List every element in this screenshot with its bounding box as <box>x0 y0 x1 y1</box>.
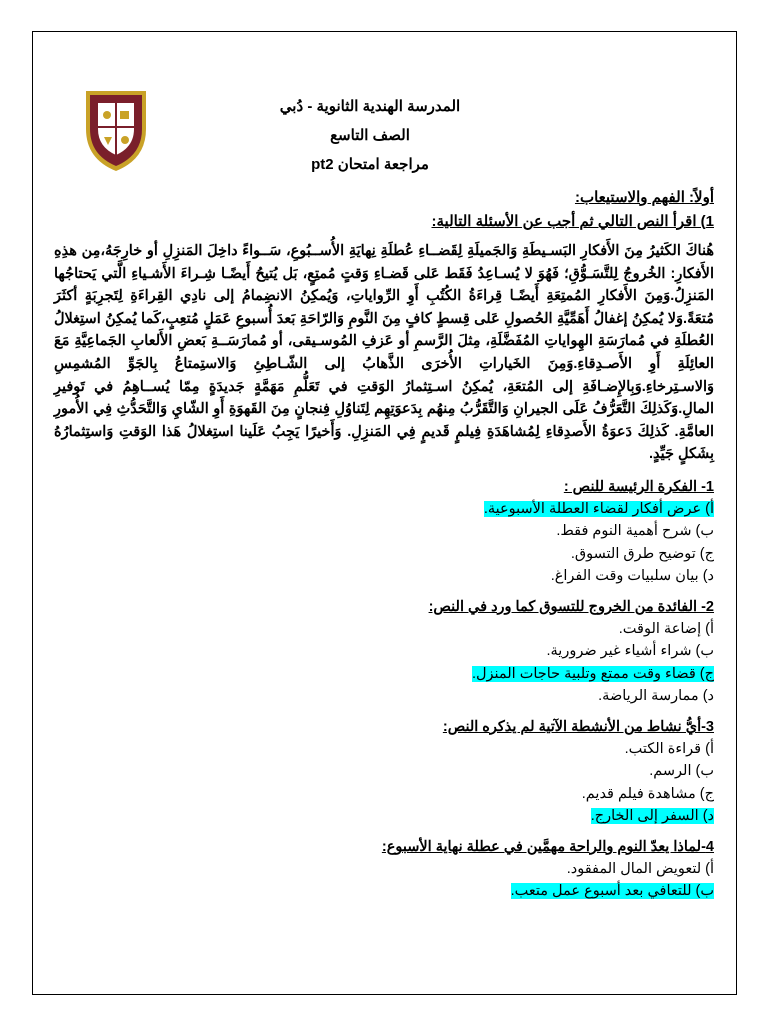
school-crest-logo <box>76 85 156 175</box>
answer-text: أ) قراءة الكتب. <box>624 740 714 757</box>
exam-title: مراجعة امتحان pt2 <box>311 156 429 173</box>
answer-option <box>54 805 714 828</box>
answer-option <box>54 738 714 761</box>
answer-option <box>54 498 714 521</box>
highlighted-answer-text: ب) للتعافي بعد أسبوع عمل متعب. <box>510 883 714 900</box>
answer-option <box>54 880 714 903</box>
highlighted-answer-text: أ) عرض أفكار لقضاء العطلة الأسبوعية. <box>483 500 714 517</box>
document-body <box>54 186 714 903</box>
grade-title: الصف التاسع <box>330 127 410 144</box>
answer-text: ج) توضيح طرق التسوق. <box>570 545 714 562</box>
questions-list <box>54 476 714 903</box>
answer-text: ج) مشاهدة فيلم قديم. <box>581 785 714 802</box>
question-block <box>54 836 714 903</box>
answer-text: ب) شراء أشياء غير ضرورية. <box>546 643 714 660</box>
reading-instruction: 1) اقرأ النص التالي ثم أجب عن الأسئلة التالية: <box>431 213 714 230</box>
question-title: 2- الفائدة من الخروج للتسوق كما ورد في النص: <box>428 598 714 615</box>
answer-text: أ) إضاعة الوقت. <box>618 620 714 637</box>
answer-option <box>54 858 714 881</box>
question-title: 3-أيُّ نشاط من الأنشطة الآتية لم يذكره النص: <box>442 718 714 735</box>
answer-text: ب) شرح أهمية النوم فقط. <box>556 523 714 540</box>
answer-option <box>54 543 714 566</box>
answer-option <box>54 565 714 588</box>
answer-text: ب) الرسم. <box>649 763 714 780</box>
answer-text: أ) لتعويض المال المفقود. <box>566 860 714 877</box>
highlighted-answer-text: د) السفر إلى الخارج. <box>590 808 714 825</box>
question-title: 4-لماذا يعدّ النوم والراحة مهمَّين في عطلة نهاية الأسبوع: <box>381 838 714 855</box>
answer-option <box>54 783 714 806</box>
answer-option <box>54 640 714 663</box>
question-block <box>54 716 714 828</box>
document-header <box>190 92 550 179</box>
question-title: 1- الفكرة الرئيسة للنص : <box>563 478 714 495</box>
answer-text: د) بيان سلبيات وقت الفراغ. <box>550 568 714 585</box>
answer-option <box>54 618 714 641</box>
answer-text: د) ممارسة الرياضة. <box>598 688 714 705</box>
highlighted-answer-text: ج) قضاء وقت ممتع وتلبية حاجات المنزل. <box>471 665 714 682</box>
answer-option <box>54 685 714 708</box>
section-heading: أولاً: الفهم والاستيعاب: <box>574 189 714 206</box>
answer-option <box>54 760 714 783</box>
question-block <box>54 596 714 708</box>
answer-option <box>54 663 714 686</box>
question-block <box>54 476 714 588</box>
reading-passage: هُناكَ الكَثيرُ مِنَ الأَفكارِ البَسـيطَةِ وَالجَميلَةِ لِقَضــاءِ عُطلَةِ نِهايَةِ الأُســبُوعِ، سَــواءً داخِلَ المَنزِلِ أو خارِجَهُ،مِن هذِهِ الأَفكارِ: الخُروجُ لِلتَّسَـوُّقِ؛ فَهُوَ لا يُسـاعِدُ فَقَط عَلى قَضـاءِ وَقتٍ مُمتِعٍ، بَل يُتيحُ أَيضًـا شِـراءَ الأَشـياءِ الَّتي يَحتاجُها المَنزِلُ.وَمِنَ الأَفكارِ المُمتِعَةِ أَيضًـا قِراءَةُ الكُتُبِ أَوِ الرِّواياتِ، وَيُمكِنُ الانضِمامُ إلى نادِي القِراءَةِ لِتَجرِبَةٍ أكثَرَ مُتعَةً.وَلا يُمكِنُ إغفالُ أَهَمِّيَّةِ الحُصولِ عَلى قِسطٍ كافٍ مِنَ النَّومِ وَالرّاحَةِ بَعدَ أُسبوعِ عَمَلٍ مُتعِبٍ،كَما يُمكِنُ استِغلالُ العُطلَةِ في مُمارَسَةِ الهِواياتِ المُفَضَّلَةِ، مِثلَ الرَّسمِ أو عَزفِ المُوسـيقى، أو مُمارَسَــةِ بَعضِ الأَلعابِ الجَماعِيَّةِ مَعَ العائِلَةِ أَوِ الأَصـدِقاءِ.وَمِنَ الخَياراتِ الأُخرَى الذَّهابُ إلى الشّـاطِئِ وَالاستِمتاعُ بِالجَوِّ المُشمِسِ وَالاسـتِرخاءِ.وَبِالإِضـافَةِ إلى المُتعَةِ، يُمكِنُ اسـتِثمارُ الوَقتِ في تَعَلُّمِ مَهَمَّةٍ جَديدَةٍ مِمّا يُســاهِمُ في تَوفيرِ المالِ.وَكَذلِكَ التَّعَرُّفُ عَلَى الجيرانِ وَالتَّقَرُّبُ مِنهُم بِدَعوَتِهِم لِتَناوُلِ فِنجانٍ مِنَ القَهوَةِ أَوِ الشّايِ وَالتَّحَدُّثِ فِي الأُمورِ العامَّةِ. كَذلِكَ دَعوَةُ الأَصدِقاءِ لِمُشاهَدَةِ فِيلمٍ قَديمٍ فِي المَنزِلِ. وَأَخيرًا يَجِبُ عَلَينا استِغلالُ هَذا الوَقتِ وَاستِثمارُهُ بِشَكلٍ جَيِّدٍ. <box>54 243 714 463</box>
answer-option <box>54 520 714 543</box>
school-name: المدرسة الهندية الثانوية - دُبي <box>279 98 461 115</box>
